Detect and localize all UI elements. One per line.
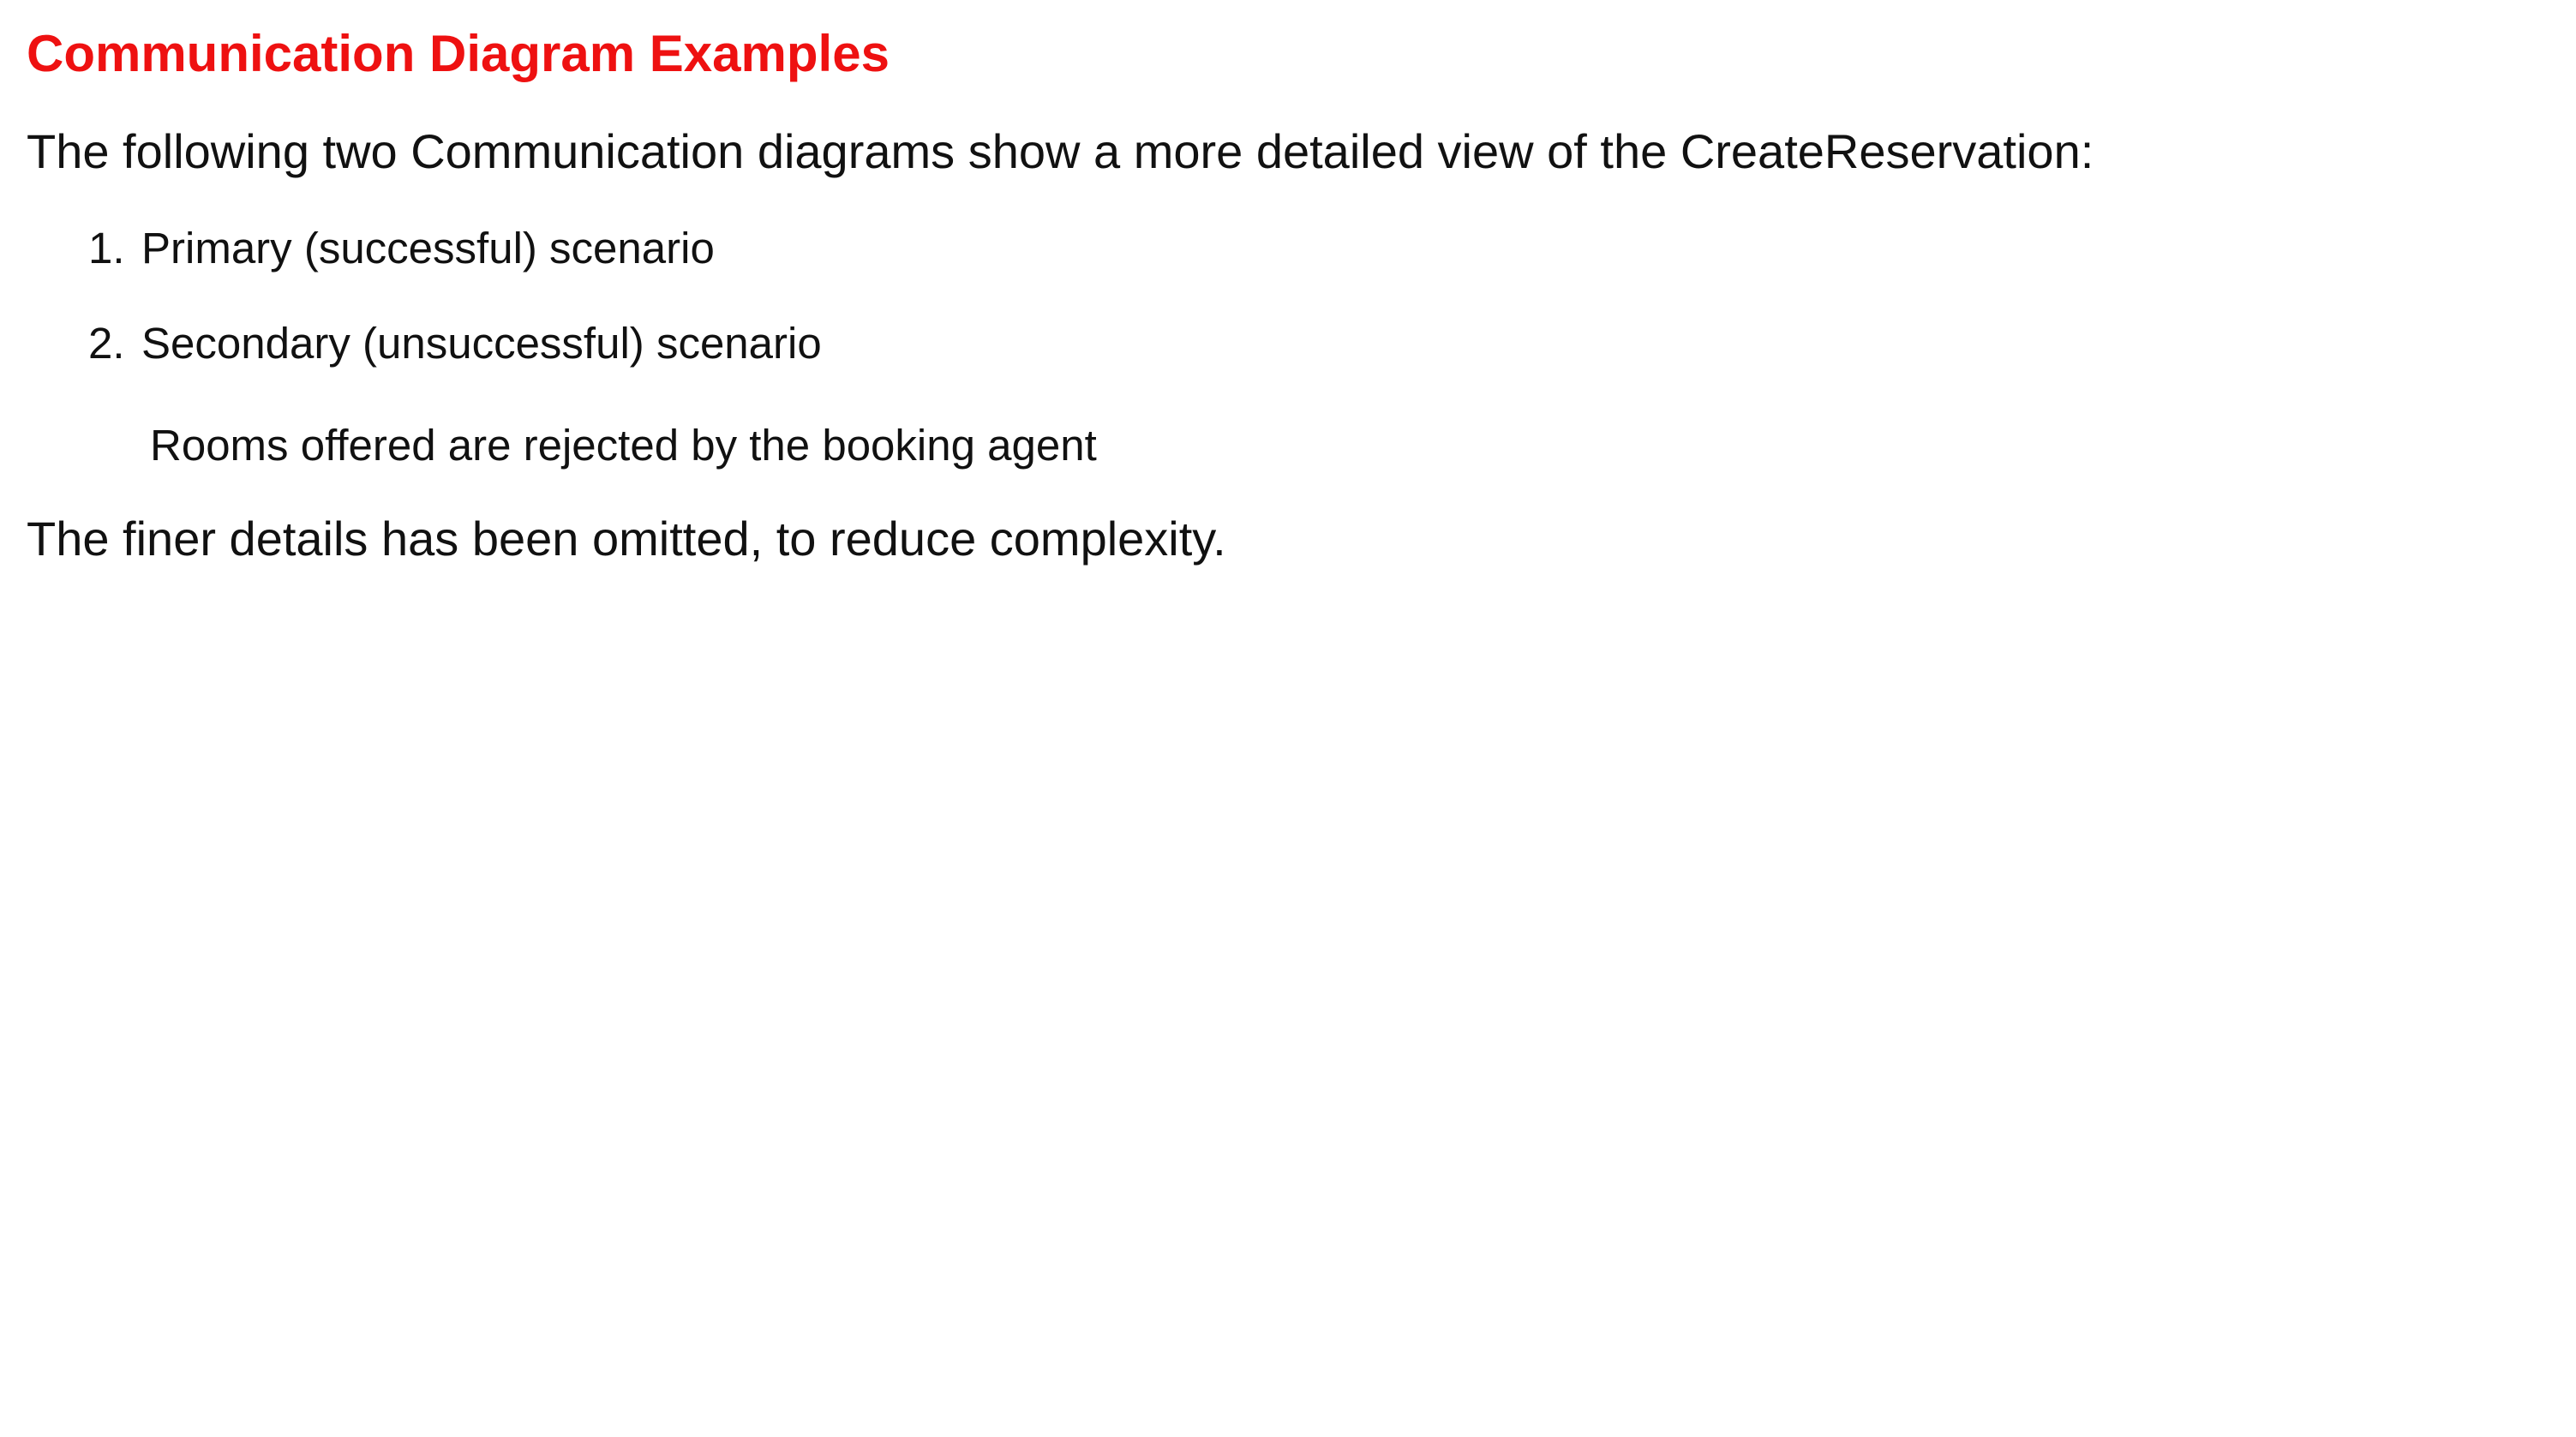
scenario-number: 1.	[88, 224, 125, 272]
scenario-item-primary	[88, 225, 822, 272]
scenario-number: 2.	[88, 319, 125, 368]
scenario-label: Primary (successful) scenario	[141, 224, 715, 272]
scenario-item-secondary	[88, 320, 822, 368]
secondary-scenario-note: Rooms offered are rejected by the booking agent	[150, 421, 1097, 470]
scenario-list	[88, 225, 822, 368]
scenario-label: Secondary (unsuccessful) scenario	[141, 319, 822, 368]
closing-text: The finer details has been omitted, to reduce complexity.	[27, 512, 1226, 566]
intro-text: The following two Communication diagrams show a more detailed view of the CreateReservation:	[27, 124, 2094, 178]
slide-title: Communication Diagram Examples	[27, 25, 890, 82]
